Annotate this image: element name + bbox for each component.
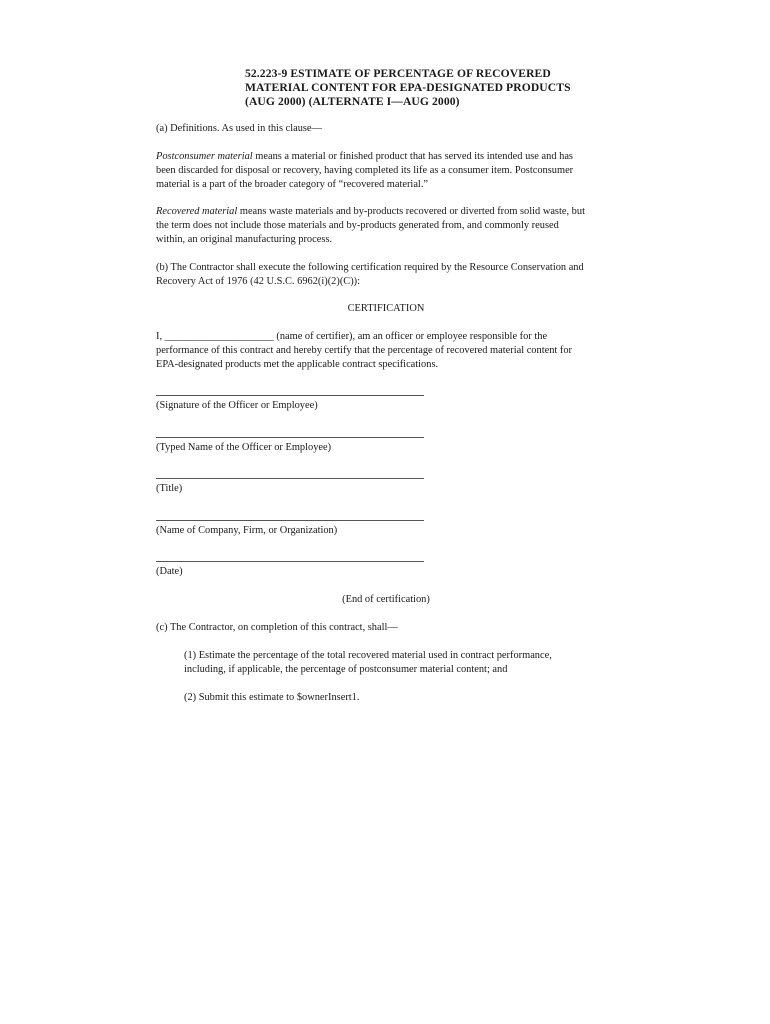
paragraph-line: including, if applicable, the percentage of postconsumer material content; and [184, 664, 508, 675]
paragraph-line: (1) Estimate the percentage of the total recovered material used in contract performance, [184, 650, 552, 661]
end-of-certification: (End of certification) [342, 594, 430, 605]
item-1 [184, 649, 644, 677]
paragraph-line: I, _____________________ (name of certifier), am an officer or employee responsible for the [156, 331, 548, 342]
defined-term: Recovered material [156, 206, 238, 217]
paragraph-b [156, 261, 646, 289]
date-label: (Date) [156, 566, 183, 577]
title-line: (AUG 2000) (ALTERNATE I—AUG 2000) [245, 95, 460, 108]
definition-text: material is a part of the broader category of “recovered material.” [156, 179, 429, 190]
certification-statement [156, 330, 646, 372]
company-label: (Name of Company, Firm, or Organization) [156, 525, 338, 536]
clause-title [245, 67, 645, 109]
definition-text: means waste materials and by-products recovered or diverted from solid waste, but [237, 206, 585, 217]
defined-term: Postconsumer material [156, 151, 253, 162]
typed-name-field-line[interactable] [156, 437, 424, 438]
paragraph-a-definitions: (a) Definitions. As used in this clause— [156, 123, 322, 134]
definition-recovered-material [156, 205, 646, 247]
signature-label: (Signature of the Officer or Employee) [156, 400, 318, 411]
typed-name-label: (Typed Name of the Officer or Employee) [156, 442, 332, 453]
paragraph-c: (c) The Contractor, on completion of this contract, shall— [156, 622, 398, 633]
signature-field-line[interactable] [156, 395, 424, 396]
paragraph-line: (b) The Contractor shall execute the following certification required by the Resource Conservation and [156, 262, 584, 273]
paragraph-line: EPA-designated products met the applicable contract specifications. [156, 359, 439, 370]
definition-text: the term does not include those materials and by-products generated from, and commonly reused [156, 220, 559, 231]
title-line: MATERIAL CONTENT FOR EPA-DESIGNATED PRODUCTS [245, 81, 571, 94]
definition-text: been discarded for disposal or recovery, having completed its life as a consumer item. Postconsumer [156, 165, 574, 176]
definition-text: means a material or finished product that has served its intended use and has [252, 151, 573, 162]
title-line: 52.223-9 ESTIMATE OF PERCENTAGE OF RECOVERED [245, 67, 551, 80]
date-field-line[interactable] [156, 561, 424, 562]
definition-postconsumer-material [156, 150, 646, 192]
company-field-line[interactable] [156, 520, 424, 521]
certification-heading: CERTIFICATION [347, 303, 425, 314]
title-label: (Title) [156, 483, 183, 494]
paragraph-line: Recovery Act of 1976 (42 U.S.C. 6962(i)(2)(C)): [156, 276, 361, 287]
item-2: (2) Submit this estimate to $ownerInsert1. [184, 692, 360, 703]
paragraph-line: performance of this contract and hereby certify that the percentage of recovered material content for [156, 345, 572, 356]
definition-text: within, an original manufacturing process. [156, 234, 333, 245]
title-field-line[interactable] [156, 478, 424, 479]
